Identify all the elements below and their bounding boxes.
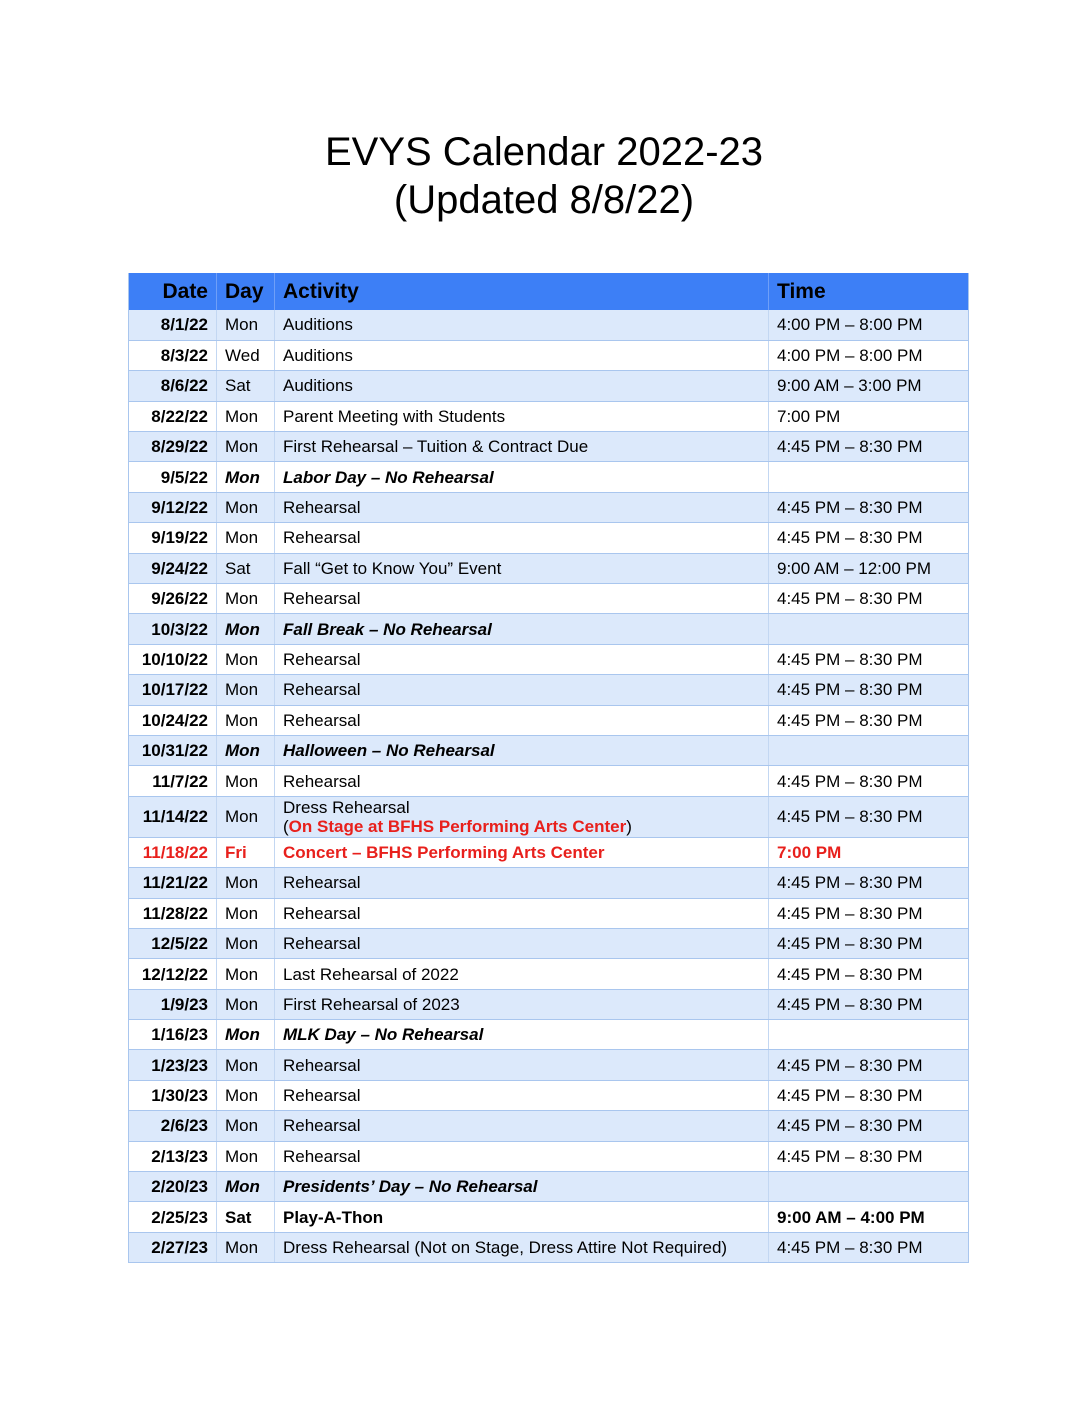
row-date: 2/20/23 — [129, 1172, 217, 1202]
row-activity: Rehearsal — [275, 584, 769, 614]
row-day: Mon — [217, 644, 275, 674]
table-row — [129, 1141, 969, 1171]
row-day: Mon — [217, 523, 275, 553]
table-row — [129, 1080, 969, 1110]
calendar-table — [128, 273, 969, 1263]
row-activity: Rehearsal — [275, 1080, 769, 1110]
row-time: 4:45 PM – 8:30 PM — [769, 989, 969, 1019]
row-activity: Rehearsal — [275, 1050, 769, 1080]
row-day: Mon — [217, 898, 275, 928]
row-activity: Fall “Get to Know You” Event — [275, 553, 769, 583]
row-activity: Dress Rehearsal (Not on Stage, Dress Attire Not Required) — [275, 1232, 769, 1262]
row-date: 9/26/22 — [129, 584, 217, 614]
row-activity: Parent Meeting with Students — [275, 401, 769, 431]
table-row — [129, 401, 969, 431]
row-activity: Concert – BFHS Performing Arts Center — [275, 837, 769, 867]
table-row — [129, 928, 969, 958]
table-row — [129, 868, 969, 898]
row-activity: Rehearsal — [275, 928, 769, 958]
row-activity: Rehearsal — [275, 644, 769, 674]
row-activity: First Rehearsal – Tuition & Contract Due — [275, 432, 769, 462]
table-row — [129, 989, 969, 1019]
row-date: 9/19/22 — [129, 523, 217, 553]
row-time: 4:45 PM – 8:30 PM — [769, 432, 969, 462]
row-day: Mon — [217, 675, 275, 705]
table-row — [129, 310, 969, 340]
row-time: 4:45 PM – 8:30 PM — [769, 1232, 969, 1262]
row-time: 4:45 PM – 8:30 PM — [769, 868, 969, 898]
row-date: 8/22/22 — [129, 401, 217, 431]
table-row — [129, 1020, 969, 1050]
header-row — [129, 273, 969, 310]
table-row — [129, 584, 969, 614]
row-day: Sat — [217, 371, 275, 401]
row-day: Mon — [217, 705, 275, 735]
row-activity: Rehearsal — [275, 766, 769, 796]
row-date: 10/3/22 — [129, 614, 217, 644]
row-date: 11/28/22 — [129, 898, 217, 928]
row-date: 9/24/22 — [129, 553, 217, 583]
row-date: 12/5/22 — [129, 928, 217, 958]
row-date: 1/16/23 — [129, 1020, 217, 1050]
row-activity: Rehearsal — [275, 868, 769, 898]
table-row — [129, 1202, 969, 1232]
row-date: 11/21/22 — [129, 868, 217, 898]
table-row — [129, 735, 969, 765]
row-date: 11/18/22 — [129, 837, 217, 867]
row-day: Mon — [217, 766, 275, 796]
row-time: 7:00 PM — [769, 401, 969, 431]
row-time: 4:45 PM – 8:30 PM — [769, 523, 969, 553]
row-day: Mon — [217, 1172, 275, 1202]
row-day: Sat — [217, 553, 275, 583]
row-time: 4:45 PM – 8:30 PM — [769, 898, 969, 928]
row-activity: Rehearsal — [275, 898, 769, 928]
table-row — [129, 371, 969, 401]
table-row — [129, 675, 969, 705]
row-date: 12/12/22 — [129, 959, 217, 989]
table-row — [129, 1050, 969, 1080]
row-date: 2/27/23 — [129, 1232, 217, 1262]
row-date: 11/14/22 — [129, 796, 217, 837]
row-time: 4:45 PM – 8:30 PM — [769, 1050, 969, 1080]
header-date: Date — [162, 279, 208, 303]
row-day: Mon — [217, 401, 275, 431]
row-day: Mon — [217, 928, 275, 958]
row-date: 8/3/22 — [129, 340, 217, 370]
row-day: Mon — [217, 989, 275, 1019]
row-activity: First Rehearsal of 2023 — [275, 989, 769, 1019]
row-activity: Labor Day – No Rehearsal — [275, 462, 769, 492]
table-row — [129, 1111, 969, 1141]
row-time: 4:45 PM – 8:30 PM — [769, 584, 969, 614]
row-activity: Halloween – No Rehearsal — [275, 735, 769, 765]
row-time: 4:45 PM – 8:30 PM — [769, 492, 969, 522]
row-activity: Rehearsal — [275, 705, 769, 735]
row-activity: Auditions — [275, 340, 769, 370]
table-row — [129, 1232, 969, 1262]
table-row — [129, 462, 969, 492]
row-activity: Rehearsal — [275, 492, 769, 522]
row-time: 4:45 PM – 8:30 PM — [769, 766, 969, 796]
row-day: Mon — [217, 1020, 275, 1050]
table-row — [129, 837, 969, 867]
row-time: 9:00 AM – 3:00 PM — [769, 371, 969, 401]
row-time — [769, 1020, 969, 1050]
row-date: 1/30/23 — [129, 1080, 217, 1110]
row-activity: Rehearsal — [275, 675, 769, 705]
activity-note-highlight: On Stage at BFHS Performing Arts Center — [288, 816, 627, 836]
row-time: 4:45 PM – 8:30 PM — [769, 644, 969, 674]
row-day: Mon — [217, 614, 275, 644]
row-day: Mon — [217, 959, 275, 989]
row-activity — [275, 796, 769, 837]
table-row — [129, 553, 969, 583]
row-activity: MLK Day – No Rehearsal — [275, 1020, 769, 1050]
table-row — [129, 644, 969, 674]
row-activity-main: Dress Rehearsal — [283, 797, 410, 817]
row-time: 4:45 PM – 8:30 PM — [769, 705, 969, 735]
row-day: Mon — [217, 584, 275, 614]
row-day: Mon — [217, 492, 275, 522]
header-time: Time — [769, 273, 969, 310]
title-line-2: (Updated 8/8/22) — [393, 178, 695, 222]
row-time — [769, 462, 969, 492]
table-row — [129, 959, 969, 989]
row-date: 1/23/23 — [129, 1050, 217, 1080]
table-row — [129, 766, 969, 796]
row-day: Mon — [217, 1080, 275, 1110]
row-date: 10/31/22 — [129, 735, 217, 765]
row-day: Mon — [217, 735, 275, 765]
row-time: 4:45 PM – 8:30 PM — [769, 1111, 969, 1141]
row-day: Mon — [217, 1111, 275, 1141]
row-day: Wed — [217, 340, 275, 370]
row-date: 8/6/22 — [129, 371, 217, 401]
row-day: Sat — [217, 1202, 275, 1232]
row-day: Mon — [217, 310, 275, 340]
row-time — [769, 1172, 969, 1202]
header-day: Day — [217, 273, 275, 310]
table-row — [129, 898, 969, 928]
row-activity-note: (On Stage at BFHS Performing Arts Center) — [283, 816, 632, 836]
row-date: 11/7/22 — [129, 766, 217, 796]
table-row — [129, 340, 969, 370]
table-row — [129, 796, 969, 837]
row-day: Mon — [217, 1141, 275, 1171]
row-date: 2/25/23 — [129, 1202, 217, 1232]
table-row — [129, 705, 969, 735]
row-activity: Play-A-Thon — [275, 1202, 769, 1232]
row-time: 4:45 PM – 8:30 PM — [769, 1080, 969, 1110]
row-time: 9:00 AM – 4:00 PM — [769, 1202, 969, 1232]
table-row — [129, 492, 969, 522]
row-activity: Rehearsal — [275, 1141, 769, 1171]
row-activity: Auditions — [275, 310, 769, 340]
row-time: 4:45 PM – 8:30 PM — [769, 959, 969, 989]
row-date: 9/5/22 — [129, 462, 217, 492]
row-time: 4:45 PM – 8:30 PM — [769, 796, 969, 837]
row-activity: Rehearsal — [275, 523, 769, 553]
row-day: Mon — [217, 1050, 275, 1080]
row-day: Mon — [217, 1232, 275, 1262]
row-activity: Fall Break – No Rehearsal — [275, 614, 769, 644]
row-time: 4:00 PM – 8:00 PM — [769, 340, 969, 370]
row-day: Mon — [217, 868, 275, 898]
row-time — [769, 614, 969, 644]
row-time — [769, 735, 969, 765]
row-date: 2/13/23 — [129, 1141, 217, 1171]
row-date: 9/12/22 — [129, 492, 217, 522]
row-date: 8/1/22 — [129, 310, 217, 340]
row-time: 4:45 PM – 8:30 PM — [769, 1141, 969, 1171]
page-title — [0, 128, 1088, 224]
row-date: 8/29/22 — [129, 432, 217, 462]
row-activity: Auditions — [275, 371, 769, 401]
row-activity: Presidents’ Day – No Rehearsal — [275, 1172, 769, 1202]
row-date: 1/9/23 — [129, 989, 217, 1019]
row-date: 10/10/22 — [129, 644, 217, 674]
row-day: Mon — [217, 432, 275, 462]
row-time: 9:00 AM – 12:00 PM — [769, 553, 969, 583]
table-row — [129, 523, 969, 553]
row-date: 2/6/23 — [129, 1111, 217, 1141]
row-time: 4:00 PM – 8:00 PM — [769, 310, 969, 340]
row-day: Fri — [217, 837, 275, 867]
title-line-1: EVYS Calendar 2022-23 — [324, 130, 764, 174]
row-day: Mon — [217, 462, 275, 492]
row-day: Mon — [217, 796, 275, 837]
row-date: 10/17/22 — [129, 675, 217, 705]
table-row — [129, 1172, 969, 1202]
row-time: 4:45 PM – 8:30 PM — [769, 928, 969, 958]
row-activity: Last Rehearsal of 2022 — [275, 959, 769, 989]
row-time: 7:00 PM — [769, 837, 969, 867]
header-activity: Activity — [275, 273, 769, 310]
row-time: 4:45 PM – 8:30 PM — [769, 675, 969, 705]
table-row — [129, 614, 969, 644]
table-row — [129, 432, 969, 462]
row-date: 10/24/22 — [129, 705, 217, 735]
row-activity: Rehearsal — [275, 1111, 769, 1141]
